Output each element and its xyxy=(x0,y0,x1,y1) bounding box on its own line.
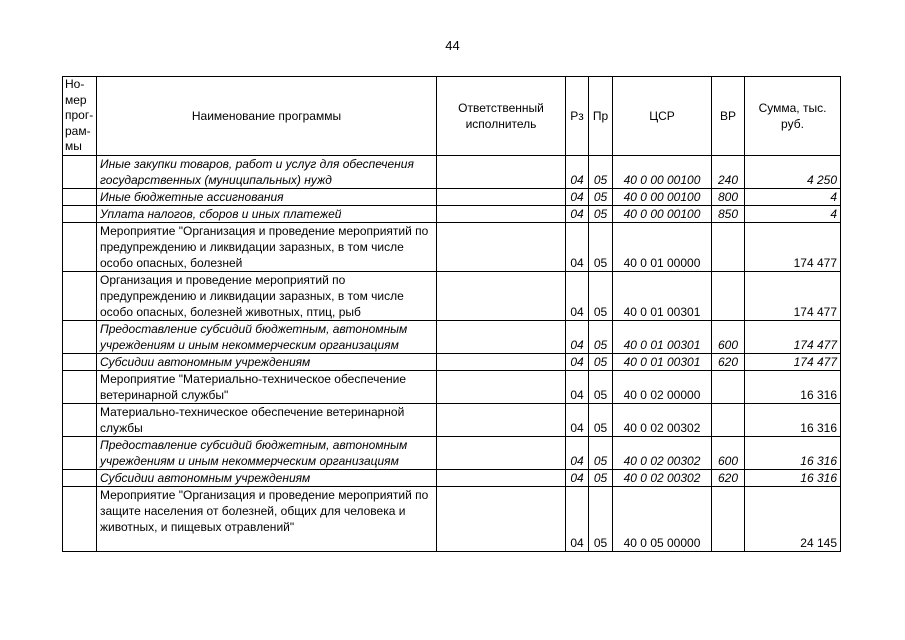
cell-rz: 04 xyxy=(566,206,589,223)
cell-rz: 04 xyxy=(566,156,589,189)
table-row xyxy=(63,156,841,189)
header-program-number-line: рам- xyxy=(65,123,91,138)
cell-sum: 174 477 xyxy=(745,354,841,371)
cell-sum: 16 316 xyxy=(745,371,841,404)
cell-program-number xyxy=(63,437,97,470)
cell-rz: 04 xyxy=(566,223,589,272)
cell-executor xyxy=(437,487,566,552)
cell-pr: 05 xyxy=(589,321,613,354)
cell-rz: 04 xyxy=(566,487,589,552)
cell-pr: 05 xyxy=(589,223,613,272)
table-row xyxy=(63,272,841,321)
cell-csr: 40 0 02 00000 xyxy=(613,371,712,404)
cell-csr: 40 0 01 00000 xyxy=(613,223,712,272)
cell-program-name: Уплата налогов, сборов и иных платежей xyxy=(97,206,437,223)
cell-executor xyxy=(437,272,566,321)
table-row xyxy=(63,223,841,272)
header-executor: Ответственный исполнитель xyxy=(437,77,566,156)
cell-program-name: Иные бюджетные ассигнования xyxy=(97,189,437,206)
cell-vr: 620 xyxy=(712,470,745,487)
table-row xyxy=(63,354,841,371)
cell-csr: 40 0 00 00100 xyxy=(613,189,712,206)
header-program-number xyxy=(63,77,97,156)
cell-vr: 600 xyxy=(712,437,745,470)
cell-program-name: Мероприятие "Материально-техническое обеспечение ветеринарной службы" xyxy=(97,371,437,404)
table-row xyxy=(63,189,841,206)
cell-csr: 40 0 01 00301 xyxy=(613,354,712,371)
cell-program-name: Материально-техническое обеспечение ветеринарной службы xyxy=(97,404,437,437)
header-rz: Рз xyxy=(566,77,589,156)
header-sum: Сумма, тыс. руб. xyxy=(745,77,841,156)
cell-executor xyxy=(437,156,566,189)
table-row xyxy=(63,470,841,487)
cell-program-number xyxy=(63,354,97,371)
cell-vr: 800 xyxy=(712,189,745,206)
cell-program-number xyxy=(63,487,97,552)
cell-pr: 05 xyxy=(589,437,613,470)
cell-vr: 620 xyxy=(712,354,745,371)
cell-executor xyxy=(437,321,566,354)
cell-pr: 05 xyxy=(589,272,613,321)
cell-pr: 05 xyxy=(589,487,613,552)
header-program-number-line: прог- xyxy=(65,108,94,123)
cell-program-name: Предоставление субсидий бюджетным, автономным учреждениям и иным некоммерческим организациям xyxy=(97,437,437,470)
page-number: 44 xyxy=(445,38,460,53)
cell-vr: 850 xyxy=(712,206,745,223)
cell-vr xyxy=(712,272,745,321)
cell-program-number xyxy=(63,371,97,404)
cell-program-number xyxy=(63,321,97,354)
table-row xyxy=(63,371,841,404)
cell-vr xyxy=(712,487,745,552)
cell-executor xyxy=(437,470,566,487)
cell-program-number xyxy=(63,156,97,189)
table-row xyxy=(63,321,841,354)
cell-program-number xyxy=(63,404,97,437)
header-program-number-line: Но- xyxy=(65,77,85,92)
cell-executor xyxy=(437,404,566,437)
cell-pr: 05 xyxy=(589,156,613,189)
table-row xyxy=(63,404,841,437)
cell-pr: 05 xyxy=(589,354,613,371)
cell-sum: 4 xyxy=(745,189,841,206)
cell-rz: 04 xyxy=(566,321,589,354)
cell-program-number xyxy=(63,223,97,272)
cell-rz: 04 xyxy=(566,189,589,206)
cell-rz: 04 xyxy=(566,272,589,321)
cell-program-name: Субсидии автономным учреждениям xyxy=(97,354,437,371)
cell-pr: 05 xyxy=(589,371,613,404)
cell-program-name: Мероприятие "Организация и проведение мероприятий по предупреждению и ликвидации заразных, в том числе особо опасных, болезней xyxy=(97,223,437,272)
cell-csr: 40 0 01 00301 xyxy=(613,272,712,321)
cell-sum: 174 477 xyxy=(745,321,841,354)
header-program-name: Наименование программы xyxy=(97,77,437,156)
cell-executor xyxy=(437,371,566,404)
cell-sum: 4 xyxy=(745,206,841,223)
cell-vr: 240 xyxy=(712,156,745,189)
cell-rz: 04 xyxy=(566,437,589,470)
header-program-number-line: мер xyxy=(65,92,87,107)
cell-executor xyxy=(437,189,566,206)
header-vr: ВР xyxy=(712,77,745,156)
cell-sum: 16 316 xyxy=(745,404,841,437)
cell-pr: 05 xyxy=(589,404,613,437)
cell-program-number xyxy=(63,189,97,206)
table-header-row xyxy=(63,77,841,156)
cell-pr: 05 xyxy=(589,189,613,206)
cell-csr: 40 0 00 00100 xyxy=(613,156,712,189)
table-row xyxy=(63,437,841,470)
cell-sum: 4 250 xyxy=(745,156,841,189)
cell-csr: 40 0 02 00302 xyxy=(613,437,712,470)
cell-csr: 40 0 02 00302 xyxy=(613,404,712,437)
cell-program-name: Организация и проведение мероприятий по предупреждению и ликвидации заразных, в том числе особо опасных, болезней животных, птиц, рыб xyxy=(97,272,437,321)
cell-executor xyxy=(437,206,566,223)
cell-program-name: Предоставление субсидий бюджетным, автономным учреждениям и иным некоммерческим организациям xyxy=(97,321,437,354)
cell-executor xyxy=(437,223,566,272)
cell-rz: 04 xyxy=(566,470,589,487)
cell-csr: 40 0 05 00000 xyxy=(613,487,712,552)
cell-program-number xyxy=(63,272,97,321)
cell-csr: 40 0 02 00302 xyxy=(613,470,712,487)
table-row xyxy=(63,487,841,552)
cell-csr: 40 0 01 00301 xyxy=(613,321,712,354)
cell-program-number xyxy=(63,470,97,487)
cell-pr: 05 xyxy=(589,206,613,223)
cell-sum: 174 477 xyxy=(745,272,841,321)
header-program-number-line: мы xyxy=(65,139,82,154)
budget-table xyxy=(62,76,841,552)
cell-vr xyxy=(712,371,745,404)
cell-pr: 05 xyxy=(589,470,613,487)
cell-executor xyxy=(437,354,566,371)
header-pr: Пр xyxy=(589,77,613,156)
cell-program-number xyxy=(63,206,97,223)
table-row xyxy=(63,206,841,223)
cell-program-name: Иные закупки товаров, работ и услуг для обеспечения государственных (муниципальных) нужд xyxy=(97,156,437,189)
cell-rz: 04 xyxy=(566,404,589,437)
cell-executor xyxy=(437,437,566,470)
cell-rz: 04 xyxy=(566,354,589,371)
cell-program-name: Субсидии автономным учреждениям xyxy=(97,470,437,487)
cell-sum: 16 316 xyxy=(745,437,841,470)
cell-sum: 174 477 xyxy=(745,223,841,272)
cell-vr: 600 xyxy=(712,321,745,354)
cell-csr: 40 0 00 00100 xyxy=(613,206,712,223)
cell-vr xyxy=(712,404,745,437)
header-csr: ЦСР xyxy=(613,77,712,156)
cell-sum: 16 316 xyxy=(745,470,841,487)
cell-vr xyxy=(712,223,745,272)
cell-program-name: Мероприятие "Организация и проведение мероприятий по защите населения от болезней, общих для человека и животных, и пищевых отравлений" xyxy=(97,487,437,552)
cell-sum: 24 145 xyxy=(745,487,841,552)
cell-rz: 04 xyxy=(566,371,589,404)
